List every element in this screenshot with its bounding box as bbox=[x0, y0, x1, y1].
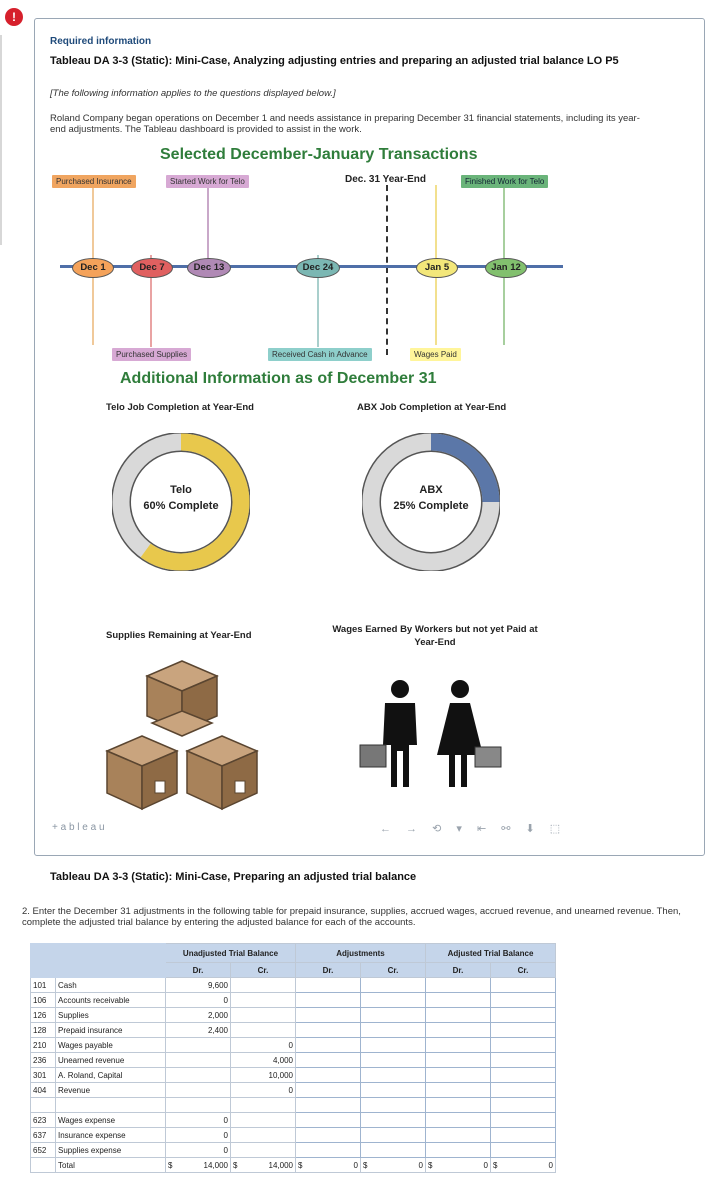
unadjusted-debit: 0 bbox=[166, 993, 231, 1008]
table-row bbox=[31, 1053, 556, 1068]
total-value: 0 bbox=[483, 1160, 488, 1170]
total-adjusted-debit bbox=[426, 1158, 491, 1173]
problem-title: Tableau DA 3-3 (Static): Mini-Case, Analyzing adjusting entries and preparing an adjusted trial balance LO P5 bbox=[50, 55, 619, 67]
tag-wages-paid: Wages Paid bbox=[410, 348, 461, 361]
adjusted-credit-input[interactable] bbox=[491, 1008, 556, 1023]
unadjusted-debit bbox=[166, 1083, 231, 1098]
node-dec-24: Dec 24 bbox=[296, 258, 340, 278]
account-number: 128 bbox=[31, 1023, 56, 1038]
account-title: Cash bbox=[56, 978, 166, 993]
node-dec-13: Dec 13 bbox=[187, 258, 231, 278]
table-row bbox=[31, 1098, 556, 1113]
col-ut-cr: Cr. bbox=[231, 963, 296, 978]
unadjusted-debit bbox=[166, 1068, 231, 1083]
account-title: Insurance expense bbox=[56, 1128, 166, 1143]
adjustment-debit-input[interactable] bbox=[296, 1143, 361, 1158]
total-value: 14,000 bbox=[203, 1160, 228, 1170]
account-title: Supplies bbox=[56, 1008, 166, 1023]
dollar-sign: $ bbox=[363, 1160, 368, 1170]
account-title: Supplies expense bbox=[56, 1143, 166, 1158]
abx-heading: ABX Job Completion at Year-End bbox=[357, 402, 507, 413]
unadjusted-debit bbox=[166, 1098, 231, 1113]
node-jan-5: Jan 5 bbox=[416, 258, 458, 278]
adjustment-credit-input[interactable] bbox=[361, 1068, 426, 1083]
adjustment-credit-input[interactable] bbox=[361, 1083, 426, 1098]
dollar-sign: $ bbox=[168, 1160, 173, 1170]
adjusted-credit-input[interactable] bbox=[491, 1083, 556, 1098]
table-row bbox=[31, 1038, 556, 1053]
adjustment-debit-input[interactable] bbox=[296, 1083, 361, 1098]
table-row bbox=[31, 993, 556, 1008]
table-row bbox=[31, 1008, 556, 1023]
alert-icon: ! bbox=[5, 8, 23, 26]
italic-note: [The following information applies to the questions displayed below.] bbox=[50, 88, 336, 99]
node-dec-1: Dec 1 bbox=[72, 258, 114, 278]
account-title: Accounts receivable bbox=[56, 993, 166, 1008]
telo-percent: 60% Complete bbox=[143, 500, 219, 512]
total-unadjusted-debit bbox=[166, 1158, 231, 1173]
total-value: 0 bbox=[548, 1160, 553, 1170]
required-label: Required information bbox=[50, 36, 152, 47]
unadjusted-credit bbox=[231, 1023, 296, 1038]
account-title bbox=[56, 1098, 166, 1113]
adjusted-debit-input[interactable] bbox=[426, 1128, 491, 1143]
tag-received-cash: Received Cash in Advance bbox=[268, 348, 372, 361]
adjustment-credit-input[interactable] bbox=[361, 1113, 426, 1128]
total-row bbox=[31, 1158, 556, 1173]
unadjusted-credit bbox=[231, 1143, 296, 1158]
adjustment-debit-input[interactable] bbox=[296, 978, 361, 993]
unadjusted-credit bbox=[231, 993, 296, 1008]
col-ut-dr: Dr. bbox=[166, 963, 231, 978]
adjusted-debit-input[interactable] bbox=[426, 1083, 491, 1098]
total-adjusted-credit bbox=[491, 1158, 556, 1173]
total-label: Total bbox=[56, 1158, 166, 1173]
supplies-boxes-icon bbox=[97, 651, 267, 821]
adjustment-credit-input[interactable] bbox=[361, 1023, 426, 1038]
adjustment-debit-input[interactable] bbox=[296, 993, 361, 1008]
telo-name: Telo bbox=[170, 484, 192, 496]
adjusted-credit-input[interactable] bbox=[491, 1038, 556, 1053]
header-adjusted: Adjusted Trial Balance bbox=[426, 944, 556, 963]
adjustment-debit-input[interactable] bbox=[296, 1098, 361, 1113]
adjusted-debit-input[interactable] bbox=[426, 1038, 491, 1053]
adjustment-credit-input[interactable] bbox=[361, 1143, 426, 1158]
account-number: 301 bbox=[31, 1068, 56, 1083]
tag-purchased-supplies: Purchased Supplies bbox=[112, 348, 191, 361]
adjustment-credit-input[interactable] bbox=[361, 978, 426, 993]
tableau-logo: + a b l e a u bbox=[52, 822, 105, 833]
account-title: Wages payable bbox=[56, 1038, 166, 1053]
adjustment-credit-input[interactable] bbox=[361, 1128, 426, 1143]
adjustment-credit-input[interactable] bbox=[361, 1098, 426, 1113]
intro-text: Roland Company began operations on December 1 and needs assistance in preparing December 31 financial statements, including its year-end adjustments. The Tableau dashboard is provided to assist in the work. bbox=[50, 113, 640, 135]
unadjusted-credit bbox=[231, 978, 296, 993]
tag-started-work-telo: Started Work for Telo bbox=[166, 175, 249, 188]
adjustment-debit-input[interactable] bbox=[296, 1068, 361, 1083]
adjusted-debit-input[interactable] bbox=[426, 1113, 491, 1128]
account-number: 210 bbox=[31, 1038, 56, 1053]
supplies-heading: Supplies Remaining at Year-End bbox=[106, 630, 252, 641]
unadjusted-credit bbox=[231, 1098, 296, 1113]
adjusted-credit-input[interactable] bbox=[491, 1098, 556, 1113]
adjusted-credit-input[interactable] bbox=[491, 1143, 556, 1158]
unadjusted-credit bbox=[231, 1113, 296, 1128]
account-number: 126 bbox=[31, 1008, 56, 1023]
account-number: 637 bbox=[31, 1128, 56, 1143]
account-number: 236 bbox=[31, 1053, 56, 1068]
unadjusted-credit bbox=[231, 1008, 296, 1023]
adjustment-debit-input[interactable] bbox=[296, 1128, 361, 1143]
col-atb-cr: Cr. bbox=[491, 963, 556, 978]
total-value: 0 bbox=[418, 1160, 423, 1170]
account-number: 106 bbox=[31, 993, 56, 1008]
unadjusted-debit bbox=[166, 1053, 231, 1068]
unadjusted-debit: 0 bbox=[166, 1113, 231, 1128]
account-number: 101 bbox=[31, 978, 56, 993]
table-row bbox=[31, 1113, 556, 1128]
account-number bbox=[31, 1098, 56, 1113]
total-adjustment-debit bbox=[296, 1158, 361, 1173]
adjusted-debit-input[interactable] bbox=[426, 993, 491, 1008]
account-title: Unearned revenue bbox=[56, 1053, 166, 1068]
table-row bbox=[31, 1023, 556, 1038]
trial-balance-table bbox=[30, 943, 556, 1173]
table-row bbox=[31, 1143, 556, 1158]
total-no bbox=[31, 1158, 56, 1173]
abx-name: ABX bbox=[419, 484, 443, 496]
account-number: 404 bbox=[31, 1083, 56, 1098]
unadjusted-credit: 10,000 bbox=[231, 1068, 296, 1083]
table-row bbox=[31, 1128, 556, 1143]
table-row bbox=[31, 1068, 556, 1083]
account-title: Revenue bbox=[56, 1083, 166, 1098]
adjustment-credit-input[interactable] bbox=[361, 1053, 426, 1068]
adjustment-credit-input[interactable] bbox=[361, 1008, 426, 1023]
adjusted-credit-input[interactable] bbox=[491, 1068, 556, 1083]
account-title: Wages expense bbox=[56, 1113, 166, 1128]
unadjusted-debit: 9,600 bbox=[166, 978, 231, 993]
adjustment-debit-input[interactable] bbox=[296, 1038, 361, 1053]
part2-title: Tableau DA 3-3 (Static): Mini-Case, Preparing an adjusted trial balance bbox=[50, 871, 417, 883]
total-adjustment-credit bbox=[361, 1158, 426, 1173]
adjustment-credit-input[interactable] bbox=[361, 1038, 426, 1053]
account-number: 623 bbox=[31, 1113, 56, 1128]
unadjusted-credit: 0 bbox=[231, 1038, 296, 1053]
node-dec-7: Dec 7 bbox=[131, 258, 173, 278]
account-title: A. Roland, Capital bbox=[56, 1068, 166, 1083]
unadjusted-credit: 4,000 bbox=[231, 1053, 296, 1068]
adjusted-credit-input[interactable] bbox=[491, 978, 556, 993]
adjustment-debit-input[interactable] bbox=[296, 1023, 361, 1038]
abx-percent: 25% Complete bbox=[393, 500, 469, 512]
account-title: Prepaid insurance bbox=[56, 1023, 166, 1038]
adjusted-debit-input[interactable] bbox=[426, 1068, 491, 1083]
adjusted-credit-input[interactable] bbox=[491, 993, 556, 1008]
adjustment-debit-input[interactable] bbox=[296, 1008, 361, 1023]
header-adjustments: Adjustments bbox=[296, 944, 426, 963]
adjusted-credit-input[interactable] bbox=[491, 1113, 556, 1128]
unadjusted-debit: 0 bbox=[166, 1128, 231, 1143]
adjustment-debit-input[interactable] bbox=[296, 1053, 361, 1068]
wages-heading: Wages Earned By Workers but not yet Paid at Year-End bbox=[332, 624, 538, 648]
unadjusted-credit bbox=[231, 1128, 296, 1143]
total-value: 0 bbox=[353, 1160, 358, 1170]
telo-heading: Telo Job Completion at Year-End bbox=[106, 402, 254, 413]
adjusted-debit-input[interactable] bbox=[426, 1098, 491, 1113]
total-unadjusted-credit bbox=[231, 1158, 296, 1173]
unadjusted-debit: 2,400 bbox=[166, 1023, 231, 1038]
additional-title: Additional Information as of December 31 bbox=[120, 370, 437, 387]
dollar-sign: $ bbox=[233, 1160, 238, 1170]
dollar-sign: $ bbox=[428, 1160, 433, 1170]
col-adj-cr: Cr. bbox=[361, 963, 426, 978]
adjusted-credit-input[interactable] bbox=[491, 1053, 556, 1068]
col-adj-dr: Dr. bbox=[296, 963, 361, 978]
timeline-title: Selected December-January Transactions bbox=[160, 146, 478, 163]
tableau-toolbar-icons[interactable]: ← → ⟲ ▾ ⇤ ⚯ ⬇ ⬚ bbox=[380, 823, 567, 835]
adjusted-debit-input[interactable] bbox=[426, 1008, 491, 1023]
adjusted-credit-input[interactable] bbox=[491, 1128, 556, 1143]
unadjusted-credit: 0 bbox=[231, 1083, 296, 1098]
left-rail bbox=[0, 35, 2, 245]
table-row bbox=[31, 1083, 556, 1098]
adjusted-credit-input[interactable] bbox=[491, 1023, 556, 1038]
tag-purchased-insurance: Purchased Insurance bbox=[52, 175, 136, 188]
adjustment-credit-input[interactable] bbox=[361, 993, 426, 1008]
tag-year-end: Dec. 31 Year-End bbox=[345, 174, 426, 185]
table-row bbox=[31, 978, 556, 993]
part2-instructions: 2. Enter the December 31 adjustments in the following table for prepaid insurance, supplies, accrued wages, accrued revenue, and unearned revenue. Then, complete the adjusted trial balance by entering the adjusted balance for each of the accounts. bbox=[22, 906, 681, 928]
total-value: 14,000 bbox=[268, 1160, 293, 1170]
dollar-sign: $ bbox=[298, 1160, 303, 1170]
year-end-line bbox=[386, 185, 388, 355]
unadjusted-debit bbox=[166, 1038, 231, 1053]
unadjusted-debit: 0 bbox=[166, 1143, 231, 1158]
adjusted-debit-input[interactable] bbox=[426, 1023, 491, 1038]
col-atb-dr: Dr. bbox=[426, 963, 491, 978]
unadjusted-debit: 2,000 bbox=[166, 1008, 231, 1023]
node-jan-12: Jan 12 bbox=[485, 258, 527, 278]
dollar-sign: $ bbox=[493, 1160, 498, 1170]
adjusted-debit-input[interactable] bbox=[426, 1053, 491, 1068]
account-number: 652 bbox=[31, 1143, 56, 1158]
adjusted-debit-input[interactable] bbox=[426, 1143, 491, 1158]
workers-icon bbox=[355, 675, 505, 795]
adjusted-debit-input[interactable] bbox=[426, 978, 491, 993]
header-unadjusted: Unadjusted Trial Balance bbox=[166, 944, 296, 963]
tag-finished-work-telo: Finished Work for Telo bbox=[461, 175, 548, 188]
adjustment-debit-input[interactable] bbox=[296, 1113, 361, 1128]
